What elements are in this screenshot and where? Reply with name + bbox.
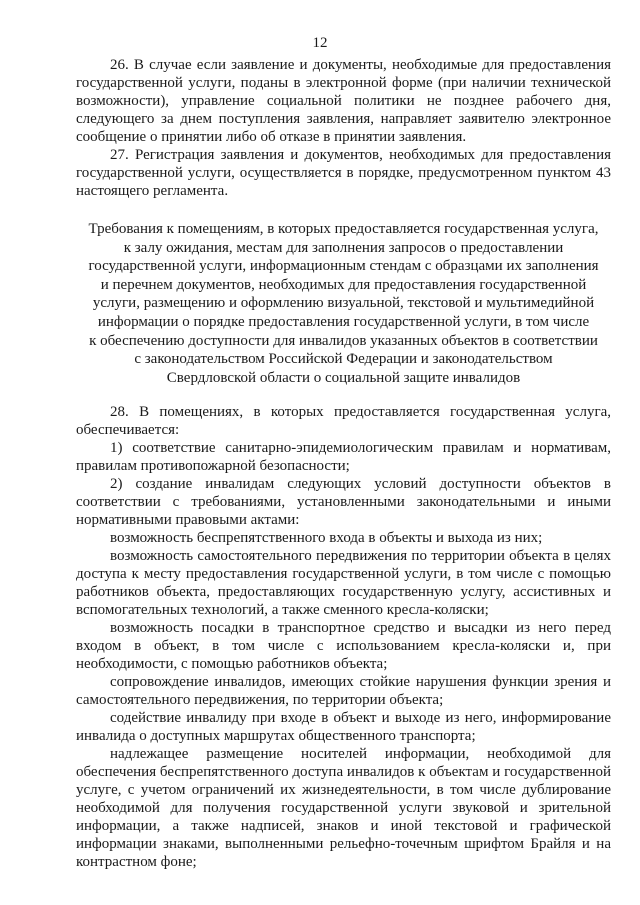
page-number: 12 [312,35,328,51]
heading-line: информации о порядке предоставления государственной услуги, в том числе [97,313,590,330]
subitem-assistance: содействие инвалиду при входе в объект и выходе из него, информирование инвалида о доступных маршрутах общественного транспорта; [76,710,611,745]
subitem-entry-exit: возможность беспрепятственного входа в объекты и выхода из них; [110,530,543,547]
heading-line: и перечнем документов, необходимых для предоставления государственной [100,276,587,293]
paragraph-26: 26. В случае если заявление и документы, необходимые для предоставления государственной услуги, поданы в электронной форме (при наличии технической возможности), управление социальной политики не позднее рабочего дня, следующего за днем поступления заявления, направляет заявителю электронное сообщение о принятии либо об отказе в принятии заявления. [76,57,611,145]
heading-line: к обеспечению доступности для инвалидов указанных объектов в соответствии [89,332,598,349]
heading-line: государственной услуги, информационным стендам с образцами их заполнения [88,258,599,275]
subitem-information: надлежащее размещение носителей информации, необходимой для обеспечения беспрепятственного доступа инвалидов к объектам и государственной услуге, с учетом ограничений их жизнедеятельности, в том числе дублирование необходимой для получения государственной услуги звуковой и зрительной информации, а также надписей, знаков и иной текстовой и графической информации знаками, выполненными рельефно-точечным шрифтом Брайля и на контрастном фоне; [76,746,611,871]
heading-line: Свердловской области о социальной защите инвалидов [166,369,521,386]
section-heading [76,220,611,387]
item-2-accessibility: 2) создание инвалидам следующих условий доступности объектов в соответствии с требованиями, установленными законодательными и иными нормативными правовыми актами: [76,476,611,529]
heading-line: с законодательством Российской Федерации и законодательством [134,351,553,368]
subitem-movement: возможность самостоятельного передвижения по территории объекта в целях доступа к месту предоставления государственной услуги, в том числе с помощью работников объекта, предоставляющих государственную услугу, ассистивных и вспомогательных технологий, а также сменного кресла-коляски; [76,548,611,619]
heading-line: Требования к помещениям, в которых предоставляется государственная услуга, [88,221,599,237]
paragraph-27: 27. Регистрация заявления и документов, необходимых для предоставления государственной услуги, осуществляется в порядке, предусмотренном пунктом 43 настоящего регламента. [76,147,611,199]
heading-line: услуги, размещению и оформлению визуальной, текстовой и мультимедийной [92,295,595,312]
paragraph-28: 28. В помещениях, в которых предоставляется государственная услуга, обеспечивается: [76,404,611,439]
heading-line: к залу ожидания, местам для заполнения запросов о предоставлении [123,239,564,256]
item-1-sanitary: 1) соответствие санитарно-эпидемиологическим правилам и нормативам, правилам противопожарной безопасности; [76,440,611,475]
document-body [76,56,611,871]
subitem-escort: сопровождение инвалидов, имеющих стойкие нарушения функции зрения и самостоятельного передвижения, по территории объекта; [76,674,611,709]
subitem-boarding: возможность посадки в транспортное средство и высадки из него перед входом в объект, в том числе с использованием кресла-коляски и, при необходимости, с помощью работников объекта; [76,620,611,673]
